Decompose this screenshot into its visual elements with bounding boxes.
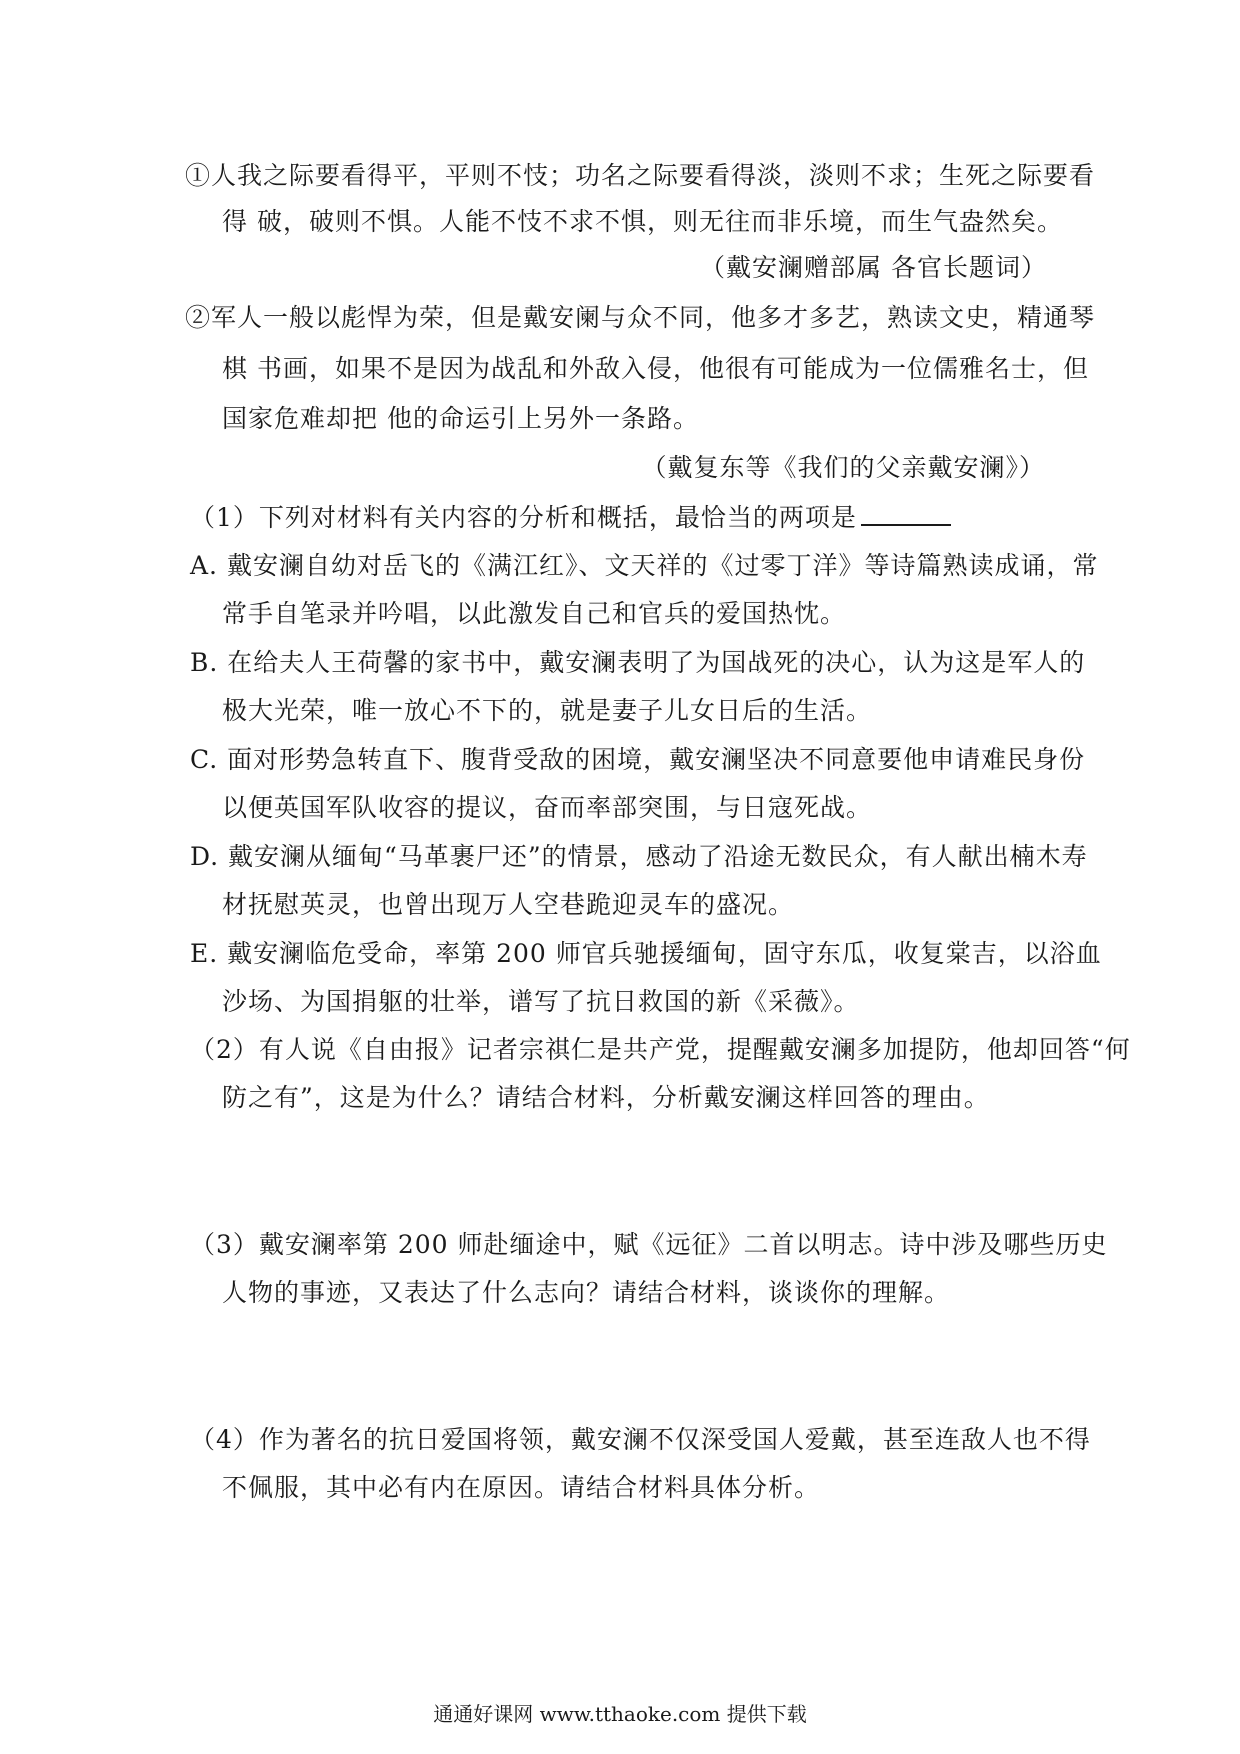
quote1-line1: ①人我之际要看得平，平则不忮；功名之际要看得淡，淡则不求；生死之际要看 (185, 161, 1096, 190)
option-b-line2: 极大光荣，唯一放心不下的，就是妻子儿女日后的生活。 (222, 696, 873, 725)
question-1-text: （1）下列对材料有关内容的分析和概括，最恰当的两项是 (190, 503, 857, 532)
question-3-line2: 人物的事迹，又表达了什么志向？请结合材料，谈谈你的理解。 (222, 1278, 951, 1307)
question-1-stem (190, 500, 951, 535)
option-a-line1: A. 戴安澜自幼对岳飞的《满江红》、文天祥的《过零丁洋》等诗篇熟读成诵，常 (190, 551, 1099, 580)
quote2-line1: ②军人一般以彪悍为荣，但是戴安阑与众不同，他多才多艺，熟读文史，精通琴 (185, 303, 1096, 332)
option-c-line1: C. 面对形势急转直下、腹背受敌的困境，戴安澜坚决不同意要他申请难民身份 (190, 745, 1086, 774)
quote1-source: （戴安澜赠部属 各官长题词） (700, 253, 1047, 282)
question-2-line2: 防之有”，这是为什么？请结合材料，分析戴安澜这样回答的理由。 (222, 1083, 990, 1112)
option-d-line2: 材抚慰英灵，也曾出现万人空巷跪迎灵车的盛况。 (222, 890, 795, 919)
option-a-line2: 常手自笔录并吟唱，以此激发自己和官兵的爱国热忱。 (222, 599, 847, 628)
option-b-line1: B. 在给夫人王荷馨的家书中，戴安澜表明了为国战死的决心，认为这是军人的 (190, 648, 1086, 677)
option-e-line1: E. 戴安澜临危受命，率第 200 师官兵驰援缅甸，固守东瓜，收复棠吉，以浴血 (190, 939, 1102, 968)
question-3-line1: （3）戴安澜率第 200 师赴缅途中，赋《远征》二首以明志。诗中涉及哪些历史 (190, 1230, 1108, 1259)
quote1-line2: 得 破，破则不惧。人能不忮不求不惧，则无往而非乐境，而生气盎然矣。 (222, 207, 1063, 236)
option-c-line2: 以便英国军队收容的提议，奋而率部突围，与日寇死战。 (222, 793, 873, 822)
quote2-source: （戴复东等《我们的父亲戴安澜》） (641, 453, 1045, 482)
question-4-line1: （4）作为著名的抗日爱国将领，戴安澜不仅深受国人爱戴，甚至连敌人也不得 (190, 1425, 1091, 1454)
question-2-line1: （2）有人说《自由报》记者宗祺仁是共产党，提醒戴安澜多加提防，他却回答“何 (190, 1035, 1131, 1064)
option-e-line2: 沙场、为国捐躯的壮举，谱写了抗日救国的新《采薇》。 (222, 987, 860, 1016)
question-4-line2: 不佩服，其中必有内在原因。请结合材料具体分析。 (222, 1473, 821, 1502)
footer: 通通好课网 www.tthaoke.com 提供下载 (433, 1702, 807, 1726)
quote2-line2: 棋 书画，如果不是因为战乱和外敌入侵，他很有可能成为一位儒雅名士，但 (222, 354, 1089, 383)
answer-blank[interactable] (861, 500, 951, 526)
quote2-line3: 国家危难却把 他的命运引上另外一条路。 (222, 404, 699, 433)
option-d-line1: D. 戴安澜从缅甸“马革裹尸还”的情景，感动了沿途无数民众，有人献出楠木寿 (190, 842, 1088, 871)
